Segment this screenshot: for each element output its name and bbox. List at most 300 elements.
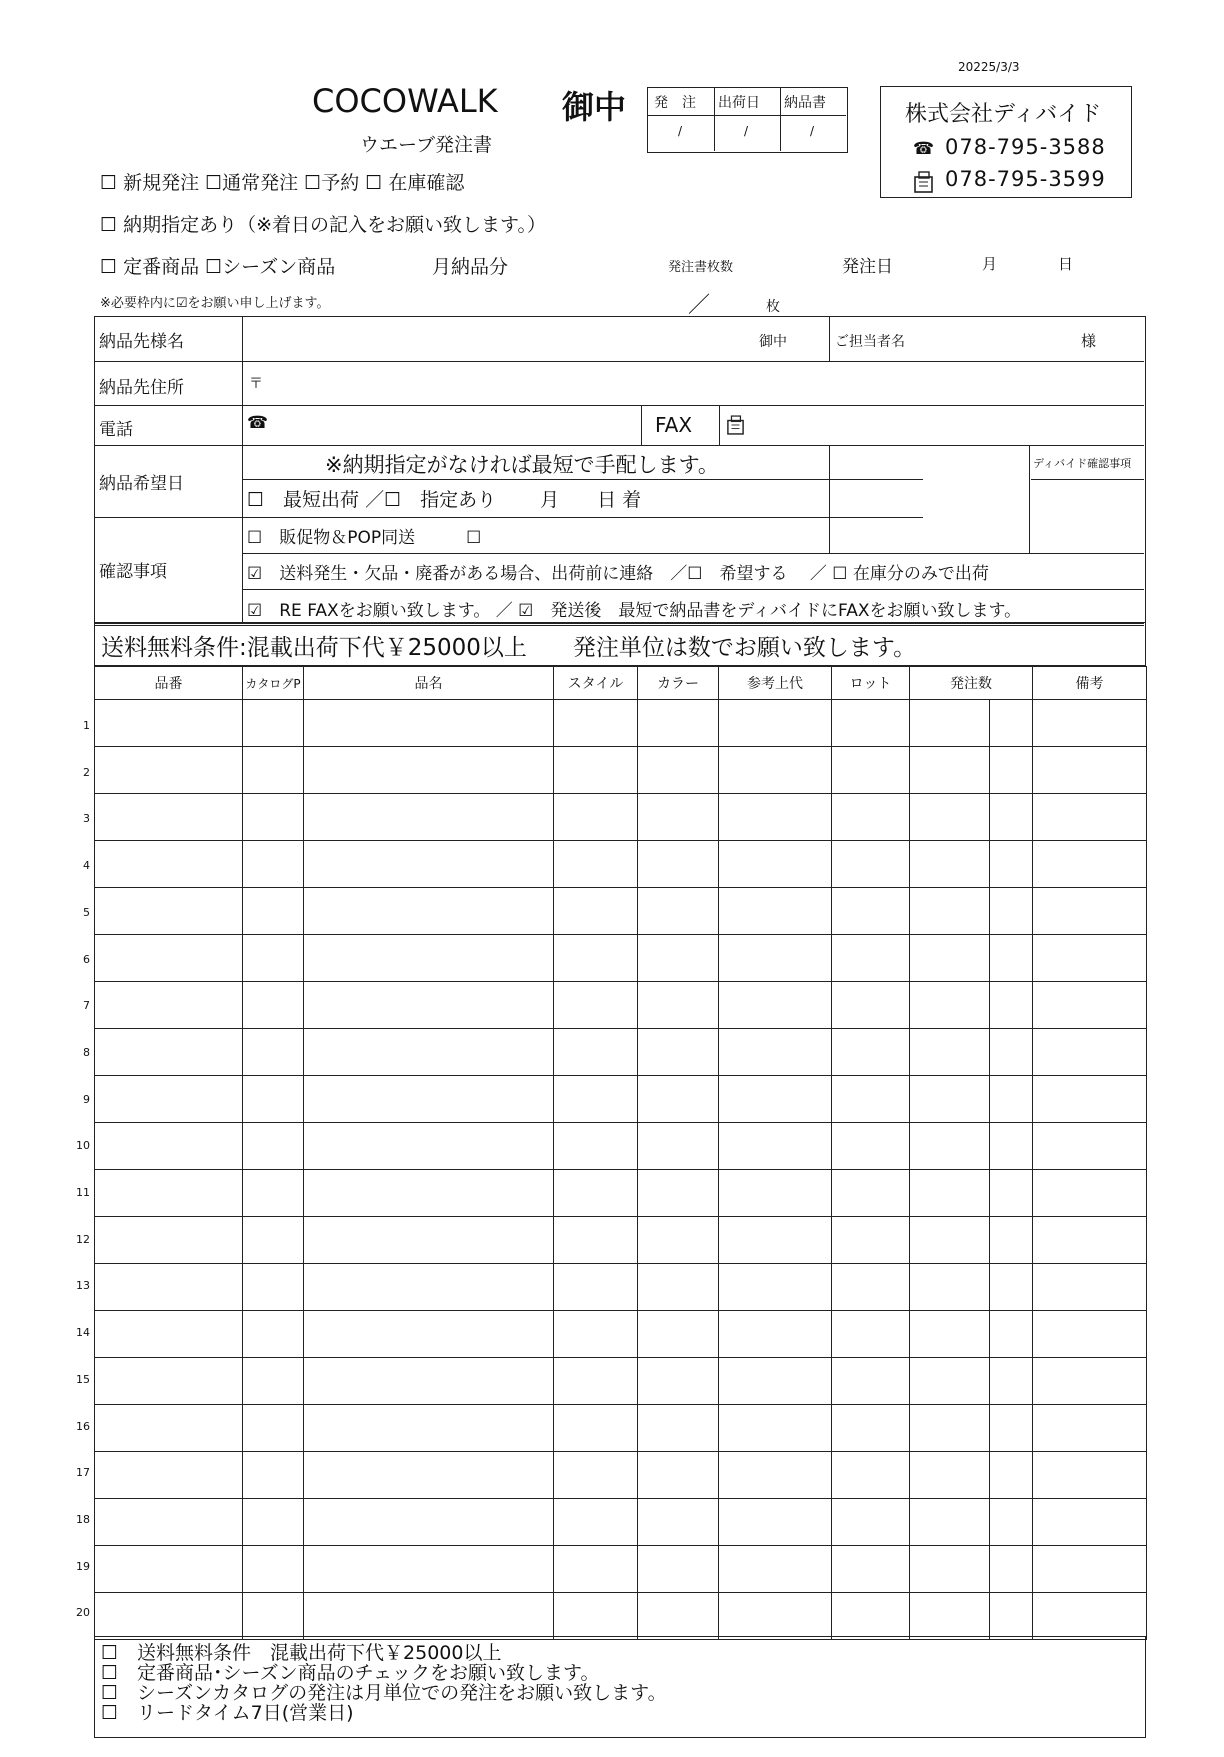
table-cell[interactable]: [832, 1499, 910, 1546]
shipping-condition-text: 送料無料条件:混載出荷下代￥25000以上 発注単位は数でお願い致します。: [101, 635, 917, 661]
table-cell[interactable]: [910, 1076, 990, 1123]
order-date-label: 発注日: [842, 257, 893, 277]
table-cell[interactable]: [95, 982, 243, 1029]
table-cell[interactable]: [990, 1593, 1033, 1640]
table-row: [95, 982, 1147, 1029]
table-cell[interactable]: [638, 1311, 719, 1358]
table-cell[interactable]: [95, 1264, 243, 1311]
table-cell[interactable]: [243, 888, 304, 935]
table-cell[interactable]: [95, 1217, 243, 1264]
table-cell[interactable]: [719, 794, 832, 841]
table-cell[interactable]: [719, 1452, 832, 1499]
table-cell[interactable]: [554, 1546, 638, 1593]
note-item[interactable]: ☐ 送料無料条件 混載出荷下代￥25000以上: [101, 1642, 502, 1664]
table-cell[interactable]: [832, 1217, 910, 1264]
wish-date-note: ※納期指定がなければ最短で手配します。: [325, 453, 719, 477]
table-cell[interactable]: [719, 1311, 832, 1358]
table-cell[interactable]: [832, 747, 910, 794]
table-row: [95, 841, 1147, 888]
contact-person-field[interactable]: [935, 319, 1065, 359]
table-cell[interactable]: [719, 935, 832, 982]
table-cell[interactable]: [554, 841, 638, 888]
table-cell[interactable]: [95, 1311, 243, 1358]
table-cell[interactable]: [719, 1358, 832, 1405]
table-cell[interactable]: [554, 1170, 638, 1217]
table-cell[interactable]: [1033, 1499, 1147, 1546]
table-cell[interactable]: [910, 1123, 990, 1170]
table-cell[interactable]: [304, 1170, 554, 1217]
table-cell[interactable]: [95, 1358, 243, 1405]
table-cell[interactable]: [243, 982, 304, 1029]
document-subtitle: ウエーブ発注書: [360, 134, 493, 156]
table-row: [95, 1499, 1147, 1546]
row-number: 1: [83, 719, 90, 732]
table-cell[interactable]: [832, 935, 910, 982]
phone-label: 電話: [99, 420, 133, 440]
table-cell[interactable]: [95, 794, 243, 841]
table-cell[interactable]: [990, 1405, 1033, 1452]
table-row: [95, 1029, 1147, 1076]
table-cell[interactable]: [990, 747, 1033, 794]
table-cell[interactable]: [554, 794, 638, 841]
row-number: 13: [76, 1279, 90, 1293]
table-cell[interactable]: [1033, 888, 1147, 935]
table-cell[interactable]: [990, 1452, 1033, 1499]
status-stamp-box: [647, 87, 848, 153]
document-date: 20225/3/3: [958, 60, 1020, 74]
table-cell[interactable]: [1033, 747, 1147, 794]
table-cell[interactable]: [1033, 1029, 1147, 1076]
table-cell[interactable]: [243, 1546, 304, 1593]
row-number: 19: [76, 1559, 90, 1573]
phone-field[interactable]: [271, 407, 631, 443]
table-row: [95, 1264, 1147, 1311]
table-cell[interactable]: [638, 747, 719, 794]
company-tel: 078-795-3588: [945, 135, 1106, 159]
table-cell[interactable]: [304, 1264, 554, 1311]
table-cell[interactable]: [638, 1123, 719, 1170]
table-row: [95, 1170, 1147, 1217]
note-item[interactable]: ☐ シーズンカタログの発注は月単位での発注をお願い致します。: [101, 1682, 667, 1704]
table-cell[interactable]: [1033, 794, 1147, 841]
table-cell[interactable]: [719, 1405, 832, 1452]
dest-onchu-label: 御中: [759, 334, 787, 350]
table-cell[interactable]: [243, 841, 304, 888]
table-cell[interactable]: [1033, 1076, 1147, 1123]
table-cell[interactable]: [554, 1405, 638, 1452]
table-cell[interactable]: [990, 1264, 1033, 1311]
row-number: 12: [76, 1232, 90, 1246]
phone-field-icon: ☎: [247, 413, 269, 433]
table-cell[interactable]: [638, 700, 719, 747]
row-number: 17: [76, 1466, 90, 1480]
table-cell[interactable]: [832, 1123, 910, 1170]
row-number: 18: [76, 1512, 90, 1526]
table-cell[interactable]: [832, 841, 910, 888]
table-cell[interactable]: [1033, 841, 1147, 888]
fax-icon: [914, 171, 933, 197]
table-cell[interactable]: [719, 841, 832, 888]
table-cell[interactable]: [95, 888, 243, 935]
table-cell[interactable]: [243, 1170, 304, 1217]
sheet-unit-label: 枚: [766, 299, 780, 315]
table-cell[interactable]: [304, 1452, 554, 1499]
table-cell[interactable]: [304, 888, 554, 935]
table-cell[interactable]: [554, 1593, 638, 1640]
table-cell[interactable]: [990, 1076, 1033, 1123]
table-cell[interactable]: [95, 700, 243, 747]
contact-sama-label: 様: [1081, 332, 1097, 350]
table-cell[interactable]: [638, 1546, 719, 1593]
divide-check-label: ディバイド確認事項: [1033, 457, 1132, 470]
table-cell[interactable]: [95, 1029, 243, 1076]
table-cell[interactable]: [638, 1452, 719, 1499]
product-type-options[interactable]: ☐ 定番商品 ☐シーズン商品: [100, 256, 336, 278]
row-number: 15: [76, 1372, 90, 1386]
table-cell[interactable]: [990, 1358, 1033, 1405]
table-cell[interactable]: [304, 794, 554, 841]
table-cell[interactable]: [990, 1217, 1033, 1264]
table-cell[interactable]: [243, 1217, 304, 1264]
table-cell[interactable]: [304, 935, 554, 982]
table-cell[interactable]: [990, 1029, 1033, 1076]
table-cell[interactable]: [243, 794, 304, 841]
table-cell[interactable]: [554, 1358, 638, 1405]
table-cell[interactable]: [1033, 1452, 1147, 1499]
table-cell[interactable]: [832, 888, 910, 935]
table-cell[interactable]: [832, 1405, 910, 1452]
table-cell[interactable]: [832, 1452, 910, 1499]
note-item[interactable]: ☐ リードタイム7日(営業日): [101, 1702, 354, 1724]
table-cell[interactable]: [719, 700, 832, 747]
table-cell[interactable]: [243, 935, 304, 982]
order-day-label: 日: [1058, 255, 1074, 273]
table-cell[interactable]: [990, 700, 1033, 747]
table-cell[interactable]: [910, 888, 990, 935]
table-cell[interactable]: [243, 1593, 304, 1640]
table-cell[interactable]: [304, 1311, 554, 1358]
table-cell[interactable]: [304, 1405, 554, 1452]
table-row: [95, 1452, 1147, 1499]
col-header-product-name: 品名: [304, 667, 554, 700]
table-cell[interactable]: [304, 1217, 554, 1264]
table-cell[interactable]: [910, 1029, 990, 1076]
fax-icon: [727, 415, 744, 439]
table-cell[interactable]: [554, 982, 638, 1029]
table-cell[interactable]: [638, 1358, 719, 1405]
table-cell[interactable]: [638, 1593, 719, 1640]
table-cell[interactable]: [304, 700, 554, 747]
table-cell[interactable]: [719, 1076, 832, 1123]
table-cell[interactable]: [304, 1029, 554, 1076]
table-cell[interactable]: [554, 747, 638, 794]
table-cell[interactable]: [990, 982, 1033, 1029]
table-cell[interactable]: [243, 1311, 304, 1358]
table-cell[interactable]: [832, 1546, 910, 1593]
table-cell[interactable]: [910, 1405, 990, 1452]
table-cell[interactable]: [1033, 1358, 1147, 1405]
table-cell[interactable]: [1033, 1405, 1147, 1452]
table-cell[interactable]: [243, 1452, 304, 1499]
table-header-row: [95, 667, 1147, 700]
order-type-options[interactable]: ☐ 新規発注 ☐通常発注 ☐予約 ☐ 在庫確認: [100, 172, 465, 194]
month-delivery-label: 月納品分: [432, 256, 509, 278]
table-cell[interactable]: [95, 747, 243, 794]
col-header-remarks: 備考: [1033, 667, 1147, 700]
row-number: 8: [83, 1045, 90, 1059]
table-cell[interactable]: [1033, 1593, 1147, 1640]
table-row: [95, 888, 1147, 935]
table-cell[interactable]: [990, 1499, 1033, 1546]
table-cell[interactable]: [554, 935, 638, 982]
table-cell[interactable]: [638, 1499, 719, 1546]
table-cell[interactable]: [990, 935, 1033, 982]
table-cell[interactable]: [243, 1358, 304, 1405]
table-cell[interactable]: [638, 982, 719, 1029]
table-cell[interactable]: [719, 1217, 832, 1264]
table-cell[interactable]: [832, 1593, 910, 1640]
table-cell[interactable]: [304, 1499, 554, 1546]
table-cell[interactable]: [243, 1029, 304, 1076]
table-cell[interactable]: [832, 982, 910, 1029]
table-cell[interactable]: [304, 1546, 554, 1593]
table-cell[interactable]: [243, 1499, 304, 1546]
table-cell[interactable]: [304, 1123, 554, 1170]
table-cell[interactable]: [638, 888, 719, 935]
dest-address-label: 納品先住所: [99, 378, 184, 398]
table-cell[interactable]: [832, 794, 910, 841]
delivery-date-option[interactable]: ☐ 納期指定あり（※着日の記入をお願い致します。）: [100, 214, 546, 236]
table-cell[interactable]: [95, 1546, 243, 1593]
table-cell[interactable]: [554, 1076, 638, 1123]
table-row: [95, 1076, 1147, 1123]
table-cell[interactable]: [554, 1217, 638, 1264]
table-cell[interactable]: [719, 982, 832, 1029]
table-cell[interactable]: [304, 841, 554, 888]
table-cell[interactable]: [832, 700, 910, 747]
col-header-catalog-page: カタログP: [243, 667, 304, 700]
row-number: 11: [76, 1186, 90, 1199]
table-cell[interactable]: [910, 1170, 990, 1217]
table-cell[interactable]: [554, 888, 638, 935]
table-cell[interactable]: [638, 1170, 719, 1217]
row-number: 3: [83, 812, 90, 826]
table-cell[interactable]: [910, 841, 990, 888]
row-number: 2: [83, 765, 90, 779]
table-cell[interactable]: [719, 1546, 832, 1593]
row-number: 9: [83, 1092, 90, 1106]
table-cell[interactable]: [832, 1264, 910, 1311]
order-month-label: 月: [982, 255, 998, 273]
confirm-label: 確認事項: [99, 562, 167, 582]
status-label-ship-date: 出荷日: [718, 95, 760, 111]
table-row: [95, 794, 1147, 841]
table-cell[interactable]: [990, 1546, 1033, 1593]
table-cell[interactable]: [990, 1170, 1033, 1217]
table-cell[interactable]: [832, 1358, 910, 1405]
table-cell[interactable]: [554, 1452, 638, 1499]
table-cell[interactable]: [95, 1452, 243, 1499]
table-cell[interactable]: [243, 1076, 304, 1123]
table-row: [95, 1311, 1147, 1358]
company-box: [880, 86, 1132, 198]
table-cell[interactable]: [990, 794, 1033, 841]
table-cell[interactable]: [1033, 1264, 1147, 1311]
table-cell[interactable]: [1033, 935, 1147, 982]
contact-person-label: ご担当者名: [835, 334, 905, 350]
table-row: [95, 1546, 1147, 1593]
note-item[interactable]: ☐ 定番商品･シーズン商品のチェックをお願い致します。: [101, 1662, 600, 1684]
table-cell[interactable]: [719, 1593, 832, 1640]
table-cell[interactable]: [95, 935, 243, 982]
table-cell[interactable]: [243, 700, 304, 747]
table-cell[interactable]: [304, 982, 554, 1029]
table-cell[interactable]: [832, 1170, 910, 1217]
row-number: 7: [83, 999, 90, 1013]
table-row: [95, 700, 1147, 747]
status-slash: /: [678, 124, 683, 138]
company-name: 株式会社ディバイド: [905, 102, 1102, 127]
row-number: 20: [76, 1606, 90, 1620]
table-cell[interactable]: [990, 888, 1033, 935]
dest-address-field[interactable]: [271, 363, 1131, 403]
table-cell[interactable]: [554, 1123, 638, 1170]
table-cell[interactable]: [638, 1029, 719, 1076]
table-cell[interactable]: [304, 747, 554, 794]
table-cell[interactable]: [243, 747, 304, 794]
table-cell[interactable]: [910, 700, 990, 747]
row-number: 10: [76, 1139, 90, 1153]
table-cell[interactable]: [304, 1593, 554, 1640]
row-number: 4: [83, 859, 90, 873]
recipient-name: COCOWALK: [312, 82, 498, 120]
status-slash: /: [810, 124, 815, 138]
table-cell[interactable]: [1033, 1311, 1147, 1358]
table-cell[interactable]: [638, 1264, 719, 1311]
status-label-order: 発 注: [654, 95, 696, 111]
table-cell[interactable]: [832, 1029, 910, 1076]
table-cell[interactable]: [638, 841, 719, 888]
footer-notes: [94, 1636, 1146, 1738]
table-cell[interactable]: [910, 1311, 990, 1358]
table-cell[interactable]: [243, 1264, 304, 1311]
table-cell[interactable]: [95, 1499, 243, 1546]
table-cell[interactable]: [910, 935, 990, 982]
table-cell[interactable]: [1033, 1546, 1147, 1593]
table-cell[interactable]: [990, 1311, 1033, 1358]
shipping-condition-banner: [94, 622, 1146, 666]
table-cell[interactable]: [719, 888, 832, 935]
confirm-refax-option[interactable]: ☑ RE FAXをお願い致します。 ／ ☑ 発送後 最短で納品書をディバイドにFAXをお願い致します。: [247, 601, 1022, 621]
table-cell[interactable]: [910, 1593, 990, 1640]
table-cell[interactable]: [719, 1029, 832, 1076]
table-cell[interactable]: [910, 1264, 990, 1311]
table-cell[interactable]: [1033, 1217, 1147, 1264]
table-row: [95, 1123, 1147, 1170]
table-cell[interactable]: [990, 1123, 1033, 1170]
table-row: [95, 1405, 1147, 1452]
col-header-product-code: 品番: [95, 667, 243, 700]
col-header-color: カラー: [638, 667, 719, 700]
table-cell[interactable]: [95, 1123, 243, 1170]
table-cell[interactable]: [719, 1170, 832, 1217]
table-row: [95, 1217, 1147, 1264]
table-cell[interactable]: [638, 1217, 719, 1264]
wish-date-label: 納品希望日: [99, 474, 184, 494]
company-fax: 078-795-3599: [945, 167, 1106, 191]
table-cell[interactable]: [554, 700, 638, 747]
table-cell[interactable]: [910, 794, 990, 841]
table-cell[interactable]: [1033, 1123, 1147, 1170]
fax-label: FAX: [655, 413, 693, 437]
table-cell[interactable]: [910, 1358, 990, 1405]
dest-name-field[interactable]: [245, 319, 825, 359]
confirm-promo-option[interactable]: ☐ 販促物＆POP同送 ☐: [247, 528, 482, 548]
table-cell[interactable]: [990, 841, 1033, 888]
table-cell[interactable]: [910, 1499, 990, 1546]
table-cell[interactable]: [304, 1076, 554, 1123]
table-cell[interactable]: [95, 1405, 243, 1452]
table-cell[interactable]: [554, 1029, 638, 1076]
table-cell[interactable]: [304, 1358, 554, 1405]
table-cell[interactable]: [719, 1264, 832, 1311]
table-cell[interactable]: [910, 747, 990, 794]
table-cell[interactable]: [638, 1405, 719, 1452]
dest-name-label: 納品先様名: [99, 332, 184, 352]
table-cell[interactable]: [1033, 1170, 1147, 1217]
table-cell[interactable]: [243, 1405, 304, 1452]
table-cell[interactable]: [638, 1076, 719, 1123]
table-cell[interactable]: [95, 1170, 243, 1217]
row-number: 14: [76, 1326, 90, 1340]
status-slash: /: [744, 124, 749, 138]
confirm-stock-option[interactable]: ☑ 送料発生・欠品・廃番がある場合、出荷前に連絡 ／☐ 希望する ／ ☐ 在庫分のみで出荷: [247, 564, 989, 584]
sheet-count-label: 発注書枚数: [668, 260, 734, 275]
status-label-delivery-note: 納品書: [784, 95, 826, 111]
table-cell[interactable]: [910, 1452, 990, 1499]
table-cell[interactable]: [719, 1499, 832, 1546]
wish-date-options[interactable]: ☐ 最短出荷 ／☐ 指定あり 月 日 着: [247, 489, 642, 511]
table-cell[interactable]: [638, 794, 719, 841]
table-cell[interactable]: [554, 1311, 638, 1358]
divide-check-field[interactable]: [1033, 483, 1141, 549]
table-cell[interactable]: [910, 982, 990, 1029]
table-cell[interactable]: [832, 1311, 910, 1358]
table-cell[interactable]: [1033, 982, 1147, 1029]
table-cell[interactable]: [638, 935, 719, 982]
table-cell[interactable]: [95, 1593, 243, 1640]
row-number: 5: [83, 905, 90, 919]
col-header-lot: ロット: [832, 667, 910, 700]
table-cell[interactable]: [910, 1217, 990, 1264]
table-cell[interactable]: [243, 1123, 304, 1170]
table-cell[interactable]: [554, 1264, 638, 1311]
table-cell[interactable]: [719, 747, 832, 794]
table-cell[interactable]: [1033, 700, 1147, 747]
table-row: [95, 1358, 1147, 1405]
order-items-table: [94, 666, 1147, 1640]
fax-field[interactable]: [751, 407, 1131, 443]
table-cell[interactable]: [554, 1499, 638, 1546]
table-cell[interactable]: [910, 1546, 990, 1593]
row-number: 6: [83, 952, 90, 966]
table-cell[interactable]: [95, 1076, 243, 1123]
table-cell[interactable]: [832, 1076, 910, 1123]
postal-icon: 〒: [249, 376, 263, 392]
table-cell[interactable]: [95, 841, 243, 888]
col-header-ref-price: 参考上代: [719, 667, 832, 700]
table-cell[interactable]: [719, 1123, 832, 1170]
